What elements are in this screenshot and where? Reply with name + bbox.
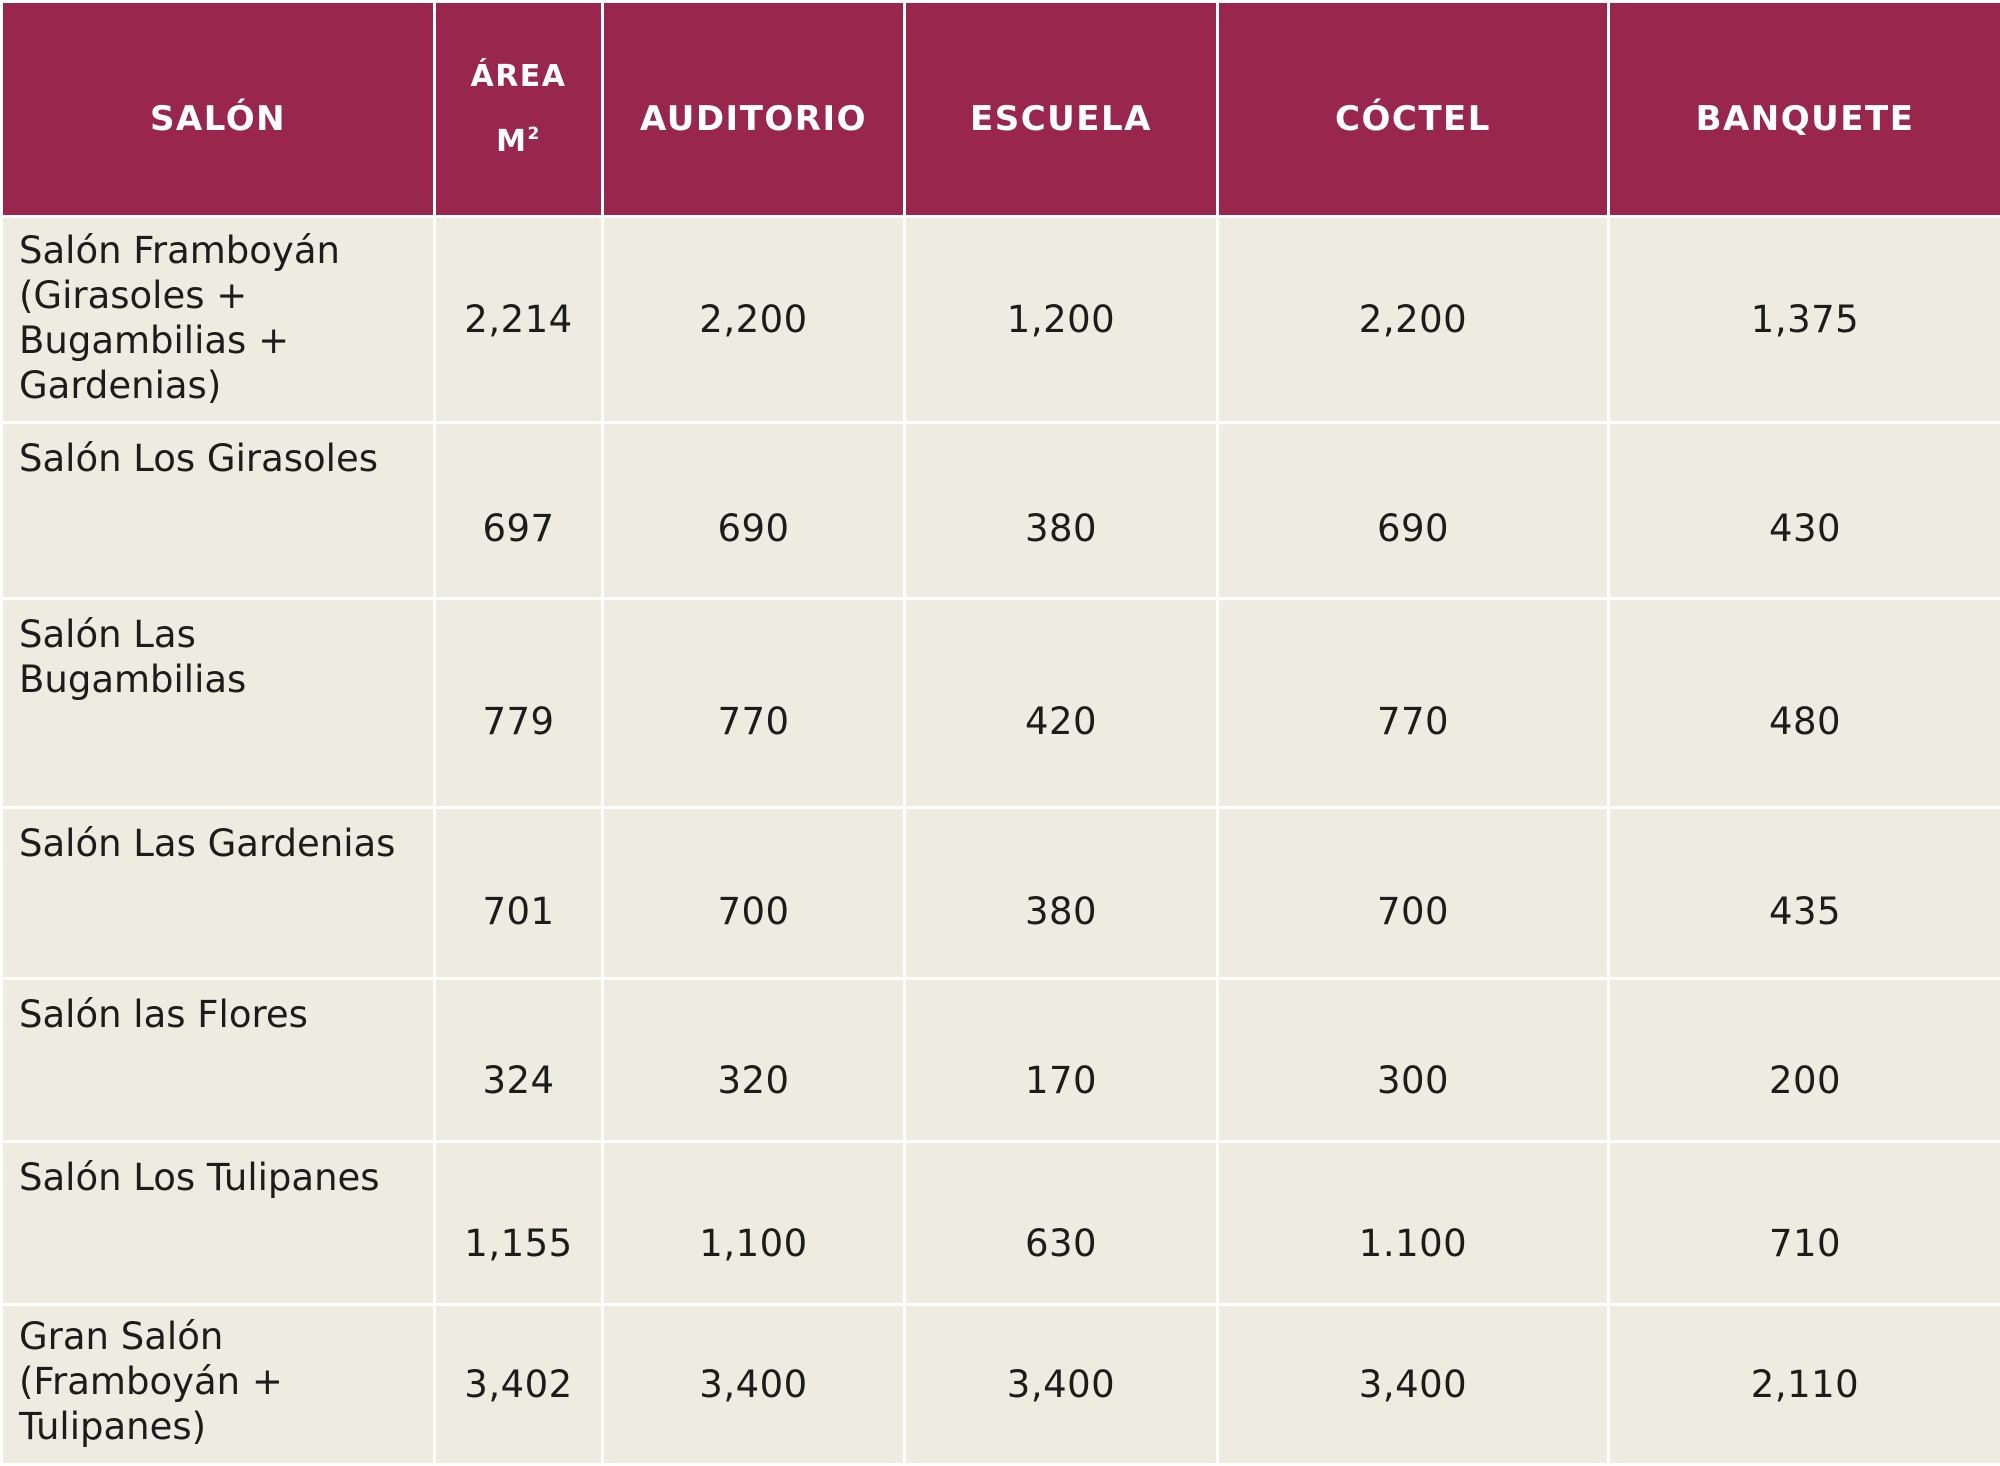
- area-cell: 3,402: [435, 1305, 603, 1465]
- escuela-cell: 380: [905, 808, 1218, 979]
- banquete-cell: 430: [1609, 423, 2000, 599]
- banquete-cell: 480: [1609, 599, 2000, 808]
- salon-name-cell: [2, 808, 435, 979]
- escuela-cell: 420: [905, 599, 1218, 808]
- escuela-cell: 1,200: [905, 217, 1218, 423]
- escuela-cell: 3,400: [905, 1305, 1218, 1465]
- auditorio-cell: 3,400: [603, 1305, 905, 1465]
- banquete-cell: 1,375: [1609, 217, 2000, 423]
- escuela-cell: 380: [905, 423, 1218, 599]
- table-header-row: [2, 2, 2000, 217]
- table-row: [2, 808, 2000, 979]
- header-coctel: CÓCTEL: [1218, 2, 1609, 217]
- auditorio-cell: 320: [603, 979, 905, 1142]
- salon-name-cell: [2, 217, 435, 423]
- salon-name-line: Salón Las: [19, 612, 419, 657]
- salon-name-line: Salón Los Tulipanes: [19, 1155, 419, 1200]
- header-salon: SALÓN: [2, 2, 435, 217]
- salon-name-line: Salón Los Girasoles: [19, 436, 419, 481]
- table-row: [2, 979, 2000, 1142]
- salon-name-cell: [2, 1305, 435, 1465]
- header-area: [435, 2, 603, 217]
- salon-name-line: (Girasoles +: [19, 273, 419, 318]
- area-cell: 1,155: [435, 1142, 603, 1305]
- header-auditorio: AUDITORIO: [603, 2, 905, 217]
- salon-name-line: Salón Las Gardenias: [19, 821, 419, 866]
- salon-name-line: (Framboyán +: [19, 1359, 419, 1404]
- auditorio-cell: 700: [603, 808, 905, 979]
- coctel-cell: 770: [1218, 599, 1609, 808]
- coctel-cell: 1.100: [1218, 1142, 1609, 1305]
- area-cell: 701: [435, 808, 603, 979]
- coctel-cell: 3,400: [1218, 1305, 1609, 1465]
- salon-name-line: Bugambilias +: [19, 318, 419, 363]
- coctel-cell: 690: [1218, 423, 1609, 599]
- salon-name-line: Salón Framboyán: [19, 228, 419, 273]
- salon-name-line: Gran Salón: [19, 1314, 419, 1359]
- salon-name-cell: [2, 979, 435, 1142]
- header-area-unit-wrap: [436, 124, 601, 159]
- table-body: [2, 217, 2000, 1465]
- banquete-cell: 2,110: [1609, 1305, 2000, 1465]
- area-cell: 779: [435, 599, 603, 808]
- coctel-cell: 300: [1218, 979, 1609, 1142]
- salon-name-line: Gardenias): [19, 363, 419, 408]
- salon-name-line: Tulipanes): [19, 1404, 419, 1449]
- header-escuela: ESCUELA: [905, 2, 1218, 217]
- escuela-cell: 630: [905, 1142, 1218, 1305]
- header-banquete: BANQUETE: [1609, 2, 2000, 217]
- auditorio-cell: 2,200: [603, 217, 905, 423]
- auditorio-cell: 770: [603, 599, 905, 808]
- salon-name-cell: [2, 1142, 435, 1305]
- table-row: [2, 217, 2000, 423]
- table-row: [2, 599, 2000, 808]
- banquete-cell: 200: [1609, 979, 2000, 1142]
- salon-name-cell: [2, 423, 435, 599]
- banquete-cell: 435: [1609, 808, 2000, 979]
- header-area-unit-superscript: 2: [528, 124, 541, 144]
- area-cell: 2,214: [435, 217, 603, 423]
- salon-name-line: Bugambilias: [19, 657, 419, 702]
- auditorio-cell: 690: [603, 423, 905, 599]
- coctel-cell: 700: [1218, 808, 1609, 979]
- salon-name-cell: [2, 599, 435, 808]
- escuela-cell: 170: [905, 979, 1218, 1142]
- header-area-unit: M: [496, 124, 527, 159]
- area-cell: 324: [435, 979, 603, 1142]
- banquete-cell: 710: [1609, 1142, 2000, 1305]
- table-row: [2, 1142, 2000, 1305]
- area-cell: 697: [435, 423, 603, 599]
- coctel-cell: 2,200: [1218, 217, 1609, 423]
- header-area-label: ÁREA: [436, 59, 601, 94]
- salon-name-line: Salón las Flores: [19, 992, 419, 1037]
- auditorio-cell: 1,100: [603, 1142, 905, 1305]
- table-row: [2, 423, 2000, 599]
- table-row: [2, 1305, 2000, 1465]
